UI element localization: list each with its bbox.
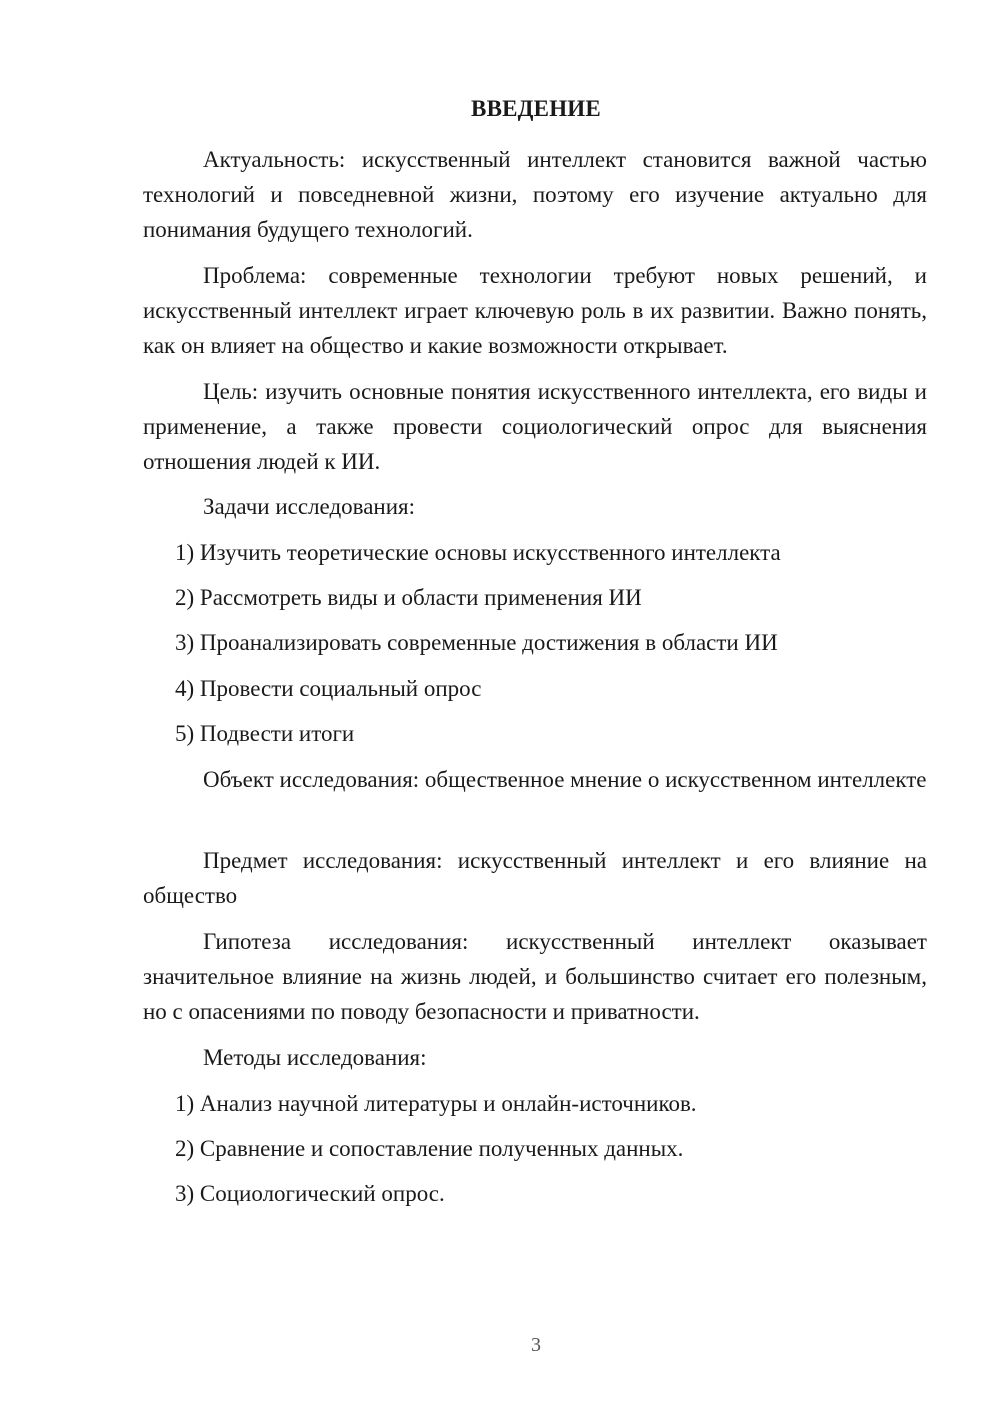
task-item-2: 2) Рассмотреть виды и области применения ИИ bbox=[175, 585, 642, 610]
task-item-3: 3) Проанализировать современные достижения в области ИИ bbox=[175, 630, 778, 655]
object-paragraph: Объект исследования: общественное мнение о искусственном интеллекте bbox=[203, 767, 927, 792]
goal-paragraph: Цель: изучить основные понятия искусственного интеллекта, его виды и применение, а также провести социологический опрос для выяснения отношения людей к ИИ. bbox=[143, 379, 927, 474]
method-item-1: 1) Анализ научной литературы и онлайн-источников. bbox=[175, 1091, 697, 1116]
relevance-paragraph: Актуальность: искусственный интеллект становится важной частью технологий и повседневной жизни, поэтому его изучение актуально для понимания будущего технологий. bbox=[143, 147, 927, 242]
task-item-4: 4) Провести социальный опрос bbox=[175, 676, 482, 701]
hypothesis-paragraph: Гипотеза исследования: искусственный интеллект оказывает значительное влияние на жизнь людей, и большинство считает его полезным, но с опасениями по поводу безопасности и приватности. bbox=[143, 929, 927, 1024]
method-item-3: 3) Социологический опрос. bbox=[175, 1181, 445, 1206]
subject-paragraph: Предмет исследования: искусственный интеллект и его влияние на общество bbox=[143, 848, 927, 908]
section-title: ВВЕДЕНИЕ bbox=[471, 96, 601, 121]
problem-paragraph: Проблема: современные технологии требуют новых решений, и искусственный интеллект играет ключевую роль в их развитии. Важно понять, как он влияет на общество и какие возможности открывает. bbox=[143, 263, 927, 358]
task-item-1: 1) Изучить теоретические основы искусственного интеллекта bbox=[175, 540, 781, 565]
tasks-heading: Задачи исследования: bbox=[203, 494, 416, 519]
methods-heading: Методы исследования: bbox=[203, 1045, 427, 1070]
page-number: 3 bbox=[531, 1334, 541, 1356]
task-item-5: 5) Подвести итоги bbox=[175, 721, 355, 746]
method-item-2: 2) Сравнение и сопоставление полученных данных. bbox=[175, 1136, 684, 1161]
